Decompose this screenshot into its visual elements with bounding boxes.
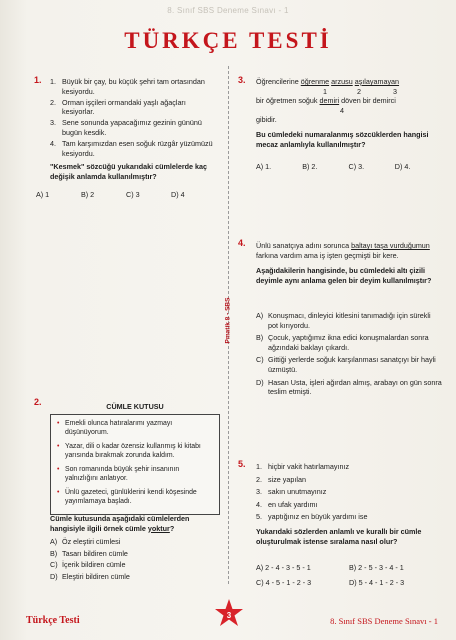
option-c[interactable]: C) Gittiği yerlerde soğuk karşılanması sanatçıyı bir hayli üzmüştü.: [256, 355, 436, 374]
list-item: 3. Sene sonunda yapacağımız gezinin gününü bugün kesdik.: [50, 118, 202, 137]
question-5-list: [256, 462, 442, 522]
list-item: 3. sakın unutmayınız: [256, 487, 327, 497]
question-number: 1.: [34, 75, 42, 85]
footer-title: Türkçe Testi: [26, 615, 80, 626]
option-c[interactable]: C) 3: [126, 190, 140, 199]
question-stem: Aşağıdakilerin hangisinde, bu cümledeki altı çizili deyimle aynı anlama gelen bir deyim kullanılmıştır?: [256, 266, 432, 285]
question-1: [50, 77, 220, 181]
option-a[interactable]: A) 1: [36, 190, 50, 199]
option-a[interactable]: A) Öz eleştiri cümlesi: [50, 537, 121, 546]
brand-mark: Pmatik 8 - SBS: [224, 297, 232, 343]
question-number: 5.: [238, 459, 246, 469]
answer-options: [256, 162, 441, 172]
question-passage: Ünlü sanatçıya adını sorunca baltayı taşa vurduğumun farkına vardım ama iş işten geçmişti bir kere.: [256, 241, 430, 260]
answer-options: [256, 311, 442, 399]
answer-options: [36, 190, 216, 200]
option-d[interactable]: D) 4.: [394, 162, 411, 171]
question-number: 3.: [238, 75, 246, 85]
question-4: [256, 241, 442, 285]
option-d[interactable]: D) 4: [171, 190, 185, 199]
box-item: • Ünlü gazeteci, günlüklerini kendi köşesinde yayımlamaya başladı.: [57, 488, 213, 506]
sentence-line: bir öğretmen soğuk demiri döven bir demirci: [256, 96, 396, 106]
option-a[interactable]: A) 2 - 4 - 3 - 5 - 1: [256, 563, 311, 572]
question-stem: Yukarıdaki sözlerden anlamlı ve kurallı bir cümle oluşturulmak istense sıralama nasıl olur?: [256, 526, 422, 546]
option-a[interactable]: A) 1.: [256, 162, 272, 171]
question-stem: "Kesmek" sözcüğü yukarıdaki cümlelerde kaç değişik anlamda kullanılmıştır?: [50, 162, 208, 181]
option-b[interactable]: B) 2: [81, 190, 95, 199]
box-item: • Emekli olunca hatıralarımı yazmayı düşünüyorum.: [57, 419, 213, 437]
question-number: 4.: [238, 238, 246, 248]
option-b[interactable]: B) 2.: [302, 162, 318, 171]
word-number: 4: [340, 105, 344, 115]
option-b[interactable]: B) Çocuk, yaptığımız ikna edici konuşmalardan sonra ağzındaki baklayı çıkardı.: [256, 333, 429, 352]
page-title: TÜRKÇE TESTİ: [124, 28, 332, 53]
question-5: [256, 462, 442, 546]
box-item: • Yazar, dili o kadar özensiz kullanmış ki kitabı yarısında bırakmak zorunda kaldım.: [57, 442, 213, 460]
box-item: • Son romanında büyük şehir insanının yalnızlığını anlatıyor.: [57, 465, 213, 483]
list-item: 1. Büyük bir çay, bu küçük şehri tam ortasından kesiyordu.: [50, 77, 205, 96]
list-item: 2. Orman işçileri ormandaki yaşlı ağaçları kesiyorlar.: [50, 97, 186, 117]
word-numbers: 1 2 3: [323, 86, 397, 96]
box-title: CÜMLE KUTUSU: [106, 402, 164, 411]
question-3: [256, 77, 441, 149]
option-d[interactable]: D) Eleştiri bildiren cümle: [50, 571, 130, 581]
option-b[interactable]: B) Tasarı bildiren cümle: [50, 548, 128, 558]
question-1-list: [50, 77, 220, 158]
footer-exam-name: 8. Sınıf SBS Deneme Sınavı - 1: [330, 616, 438, 626]
option-a[interactable]: A) Konuşmacı, dinleyici kitlesini tanımadığı için sürekli pot kırıyordu.: [256, 311, 431, 330]
question-stem: Cümle kutusunda aşağıdaki cümlelerden hangisiyle ilgili örnek cümle yoktur?: [50, 514, 190, 533]
option-c[interactable]: C) İçerik bildiren cümle: [50, 560, 126, 570]
option-c[interactable]: C) 4 - 5 - 1 - 2 - 3: [256, 577, 312, 587]
answer-options: [50, 537, 220, 583]
list-item: 1. hiçbir vakit hatırlamayınız: [256, 462, 350, 471]
sentence-box: [50, 414, 220, 515]
option-d[interactable]: D) 5 - 4 - 1 - 2 - 3: [349, 577, 405, 587]
question-stem: Bu cümledeki numaralanmış sözcüklerden hangisi mecaz anlamlıyla kullanılmıştır?: [256, 129, 429, 149]
list-item: 5. yaptığınız en büyük yardımı ise: [256, 512, 368, 522]
list-item: 2. size yapılan: [256, 474, 306, 484]
sentence-line: Öğrencilerine öğrenme arzusu aşılayamayan: [256, 77, 400, 86]
option-b[interactable]: B) 2 - 5 - 3 - 4 - 1: [349, 563, 404, 572]
sentence-line: gibidir.: [256, 115, 277, 125]
question-number: 2.: [34, 397, 42, 407]
option-c[interactable]: C) 3.: [348, 162, 365, 171]
answer-options: [256, 563, 442, 587]
list-item: 4. Tam karşımızdan esen soğuk rüzgâr yüzümüzü kesiyordu.: [50, 139, 213, 158]
option-d[interactable]: D) Hasan Usta, işleri ağırdan almış, arabayı on gün sonra teslim etmişti.: [256, 377, 442, 397]
ghost-header: 8. Sınıf SBS Deneme Sınavı - 1: [167, 6, 289, 15]
page-number: 3: [226, 611, 232, 620]
list-item: 4. en ufak yardımı: [256, 499, 318, 509]
